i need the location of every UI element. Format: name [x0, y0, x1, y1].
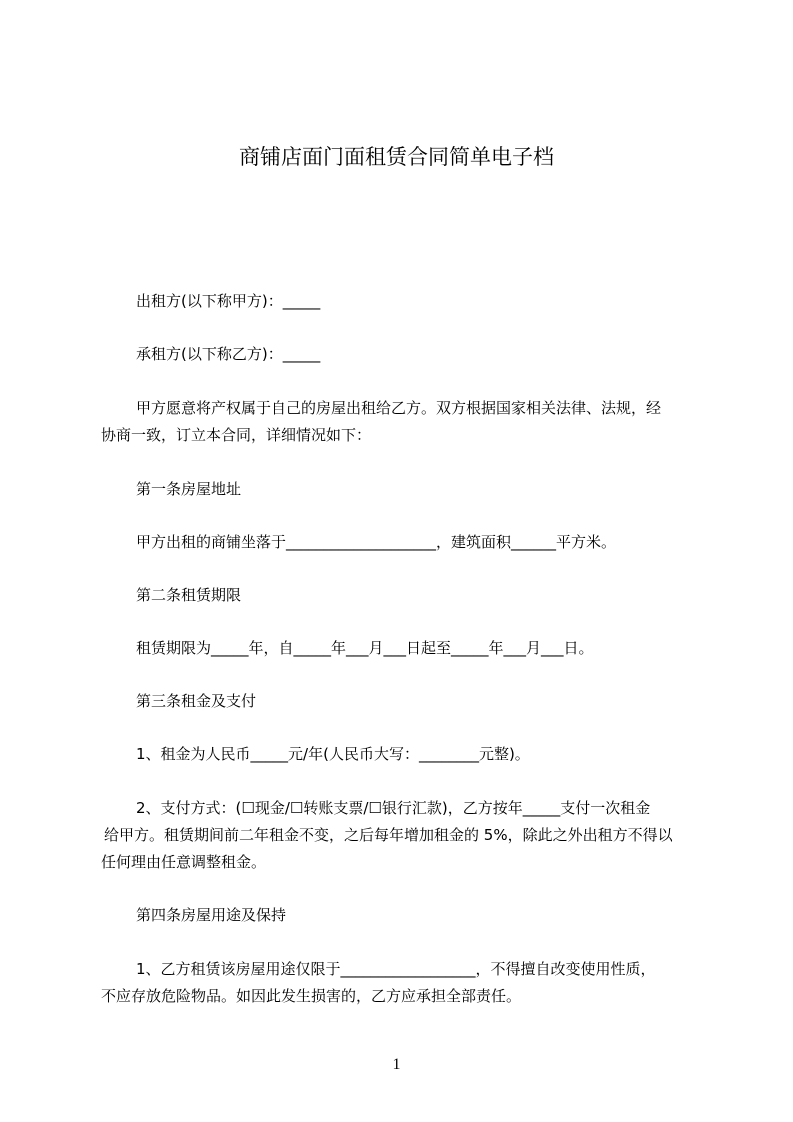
article-3-item-2-line-1: 2、支付方式：(☐现金/☐转账支票/☐银行汇款)，乙方按年_____支付一次租金: [136, 799, 651, 817]
intro-paragraph-line-1: 甲方愿意将产权属于自己的房屋出租给乙方。双方根据国家相关法律、法规，经: [136, 399, 662, 417]
article-4-item-1-line-1: 1、乙方租赁该房屋用途仅限于__________________，不得擅自改变使用性质，: [136, 960, 656, 978]
article-3-item-1: 1、租金为人民币_____元/年(人民币大写：________元整)。: [136, 745, 530, 763]
article-4-item-1-line-2: 不应存放危险物品。如因此发生损害的，乙方应承担全部责任。: [101, 987, 522, 1005]
article-3-heading: 第三条租金及支付: [136, 692, 257, 710]
page-number: 1: [392, 1056, 401, 1073]
document-title: 商铺店面门面租赁合同简单电子档: [239, 145, 554, 169]
article-4-heading: 第四条房屋用途及保持: [136, 906, 287, 924]
lessee-line: 承租方(以下称乙方)：_____: [136, 345, 321, 363]
article-1-heading: 第一条房屋地址: [136, 480, 242, 498]
article-1-text: 甲方出租的商铺坐落于____________________，建筑面积______平方米。: [136, 533, 617, 551]
lessor-line: 出租方(以下称甲方)：_____: [136, 292, 321, 310]
intro-paragraph-line-2: 协商一致，订立本合同，详细情况如下：: [101, 426, 372, 444]
article-3-item-2-line-2: 给甲方。租赁期间前二年租金不变，之后每年增加租金的 5%，除此之外出租方不得以: [104, 826, 673, 844]
article-3-item-2-line-3: 任何理由任意调整租金。: [101, 853, 267, 871]
article-2-heading: 第二条租赁期限: [136, 586, 242, 604]
article-2-text: 租赁期限为_____年，自_____年___月___日起至_____年___月___日。: [136, 639, 594, 657]
